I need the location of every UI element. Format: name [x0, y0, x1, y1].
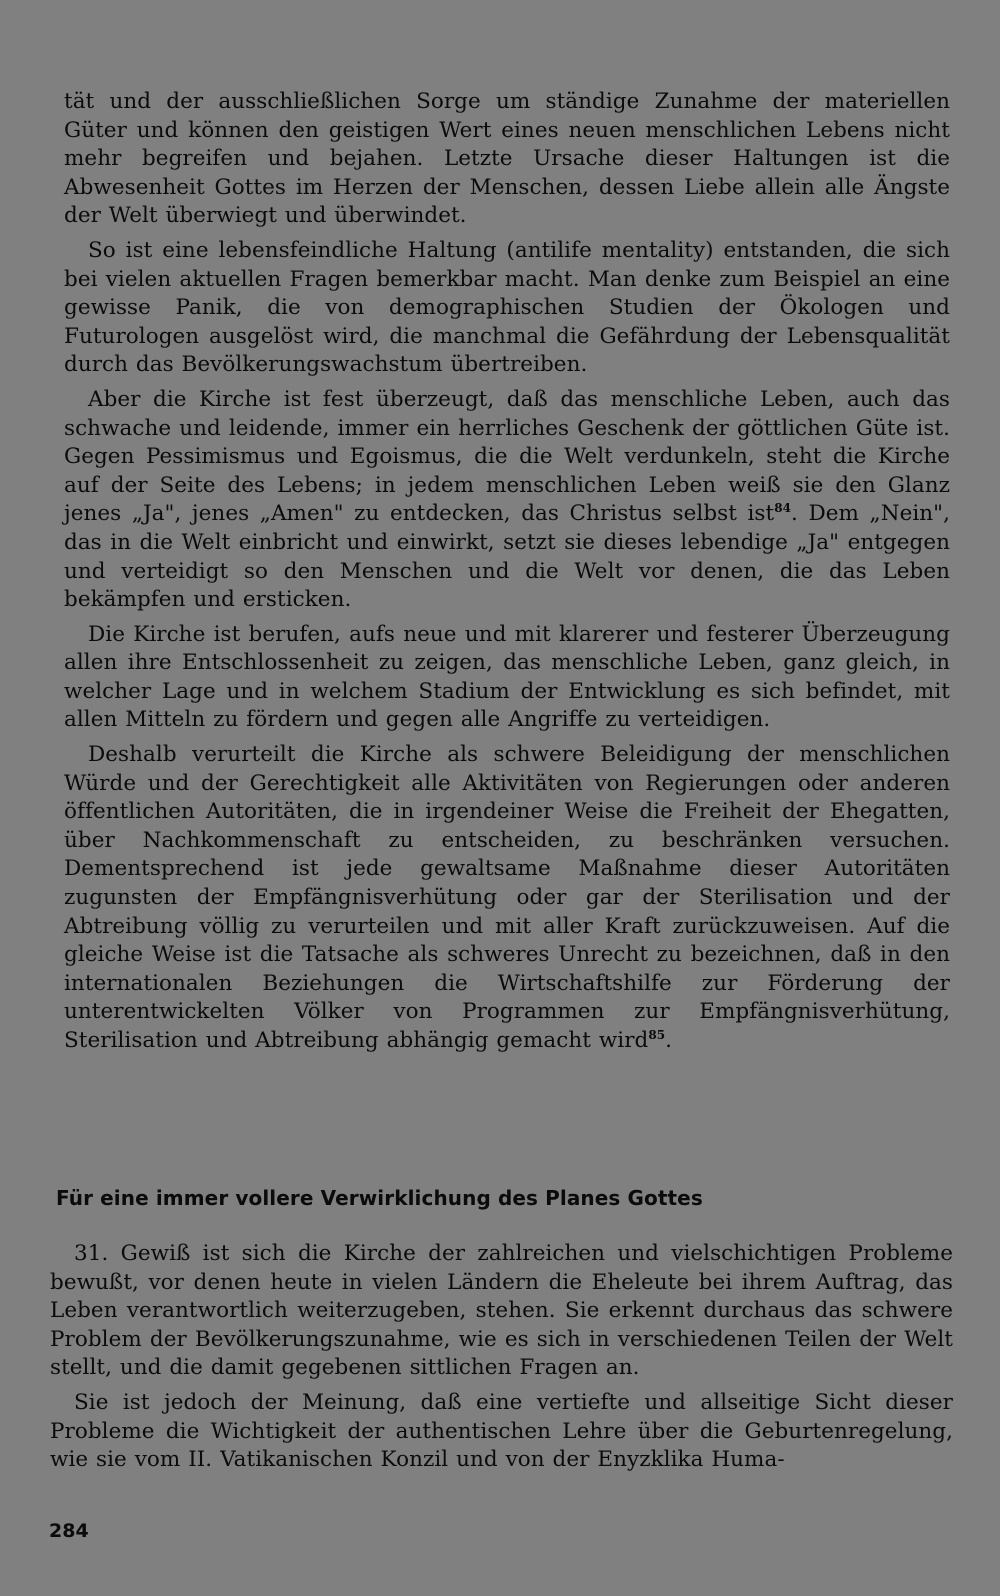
- page-number: 284: [49, 1520, 89, 1542]
- paragraph-text: tät und der ausschließlichen Sorge um ständige Zunahme der materiellen Güter und können den geistigen Wert eines neuen menschlichen Lebens nicht mehr begreifen und bejahen. Letzte Ursache dieser Haltungen ist die Abwesenheit Gottes im Herzen der Menschen, dessen Liebe allein alle Ängste der Welt überwiegt und überwindet.: [64, 89, 950, 229]
- paragraph-text: So ist eine lebensfeindliche Haltung (antilife mentality) entstanden, die sich bei vielen aktuellen Fragen bemerkbar macht. Man denke zum Beispiel an eine gewisse Panik, die von demographischen Studien der Ökologen und Futurologen ausgelöst wird, die manchmal die Gefährdung der Lebensqualität durch das Bevölkerungswachstum übertreiben.: [64, 237, 950, 378]
- footnote-ref-85: 85: [648, 1028, 666, 1042]
- paragraph-text: Sie ist jedoch der Meinung, daß eine vertiefte und allseitige Sicht dieser Probleme die Wichtigkeit der authentischen Lehre über die Geburtenregelung, wie sie vom II. Vatikanischen Konzil und von der Enyzklika Huma-: [50, 1389, 953, 1473]
- paragraph-condemnation: [64, 741, 950, 1056]
- paragraph-opinion: [50, 1389, 953, 1475]
- paragraph-church-called: [64, 621, 950, 735]
- paragraph-31: [50, 1240, 953, 1383]
- paragraph-text-cont: .: [665, 1028, 673, 1053]
- paragraph-text: Deshalb verurteilt die Kirche als schwere Beleidigung der menschlichen Würde und der Gerechtigkeit alle Aktivitäten von Regierungen oder anderen öffentlichen Autoritäten, die in irgendeiner Weise die Freiheit der Ehegatten, über Nachkommenschaft zu entscheiden, zu beschränken versuchen. Dementsprechend ist jede gewaltsame Maßnahme dieser Autoritäten zugunsten der Empfängnisverhütung oder gar der Sterilisation und der Abtreibung völlig zu verurteilen und mit aller Kraft zurückzuweisen. Auf die gleiche Weise ist die Tatsache als schweres Unrecht zu bezeichnen, daß in den internationalen Beziehungen die Wirtschaftshilfe zur Förderung der unterentwickelten Völker von Programmen zur Empfängnisverhütung, Sterilisation und Abtreibung abhängig gemacht wird: [64, 742, 950, 1053]
- paragraph-continuation: [64, 88, 950, 231]
- paragraph-text: Die Kirche ist berufen, aufs neue und mit klarerer und festerer Überzeugung allen ihre Entschlossenheit zu zeigen, das menschliche Leben, ganz gleich, in welcher Lage und in welchem Stadium der Entwicklung es sich befindet, mit allen Mitteln zu fördern und gegen alle Angriffe zu verteidigen.: [64, 621, 950, 733]
- paragraph-antilife: [64, 237, 950, 380]
- upper-text-block: [64, 88, 950, 1056]
- lower-text-block: [50, 1240, 953, 1475]
- section-heading: Für eine immer vollere Verwirklichung des Planes Gottes: [56, 1186, 703, 1210]
- paragraph-text-cont: . Dem „Nein", das in die Welt einbricht und einwirkt, setzt sie dieses lebendige „Ja" entgegen und verteidigt so den Menschen und die Welt vor denen, die das Leben bekämpfen und ersticken.: [64, 501, 950, 613]
- footnote-ref-84: 84: [774, 501, 791, 516]
- paragraph-text: 31. Gewiß ist sich die Kirche der zahlreichen und vielschichtigen Probleme bewußt, vor denen heute in vielen Ländern die Eheleute bei ihrem Auftrag, das Leben verantwortlich weiterzugeben, stehen. Sie erkennt durchaus das schwere Problem der Bevölkerungszunahme, wie es sich in verschiedenen Teilen der Welt stellt, und die damit gegebenen sittlichen Fragen an.: [50, 1241, 953, 1381]
- paragraph-church-conviction: [64, 386, 950, 615]
- paragraph-text: Aber die Kirche ist fest überzeugt, daß das menschliche Leben, auch das schwache und leidende, immer ein herrliches Geschenk der göttlichen Güte ist. Gegen Pessimismus und Egoismus, die die Welt verdunkeln, steht die Kirche auf der Seite des Lebens; in jedem menschlichen Leben weiß sie den Glanz jenes „Ja", jenes „Amen" zu entdecken, das Christus selbst ist: [64, 386, 950, 527]
